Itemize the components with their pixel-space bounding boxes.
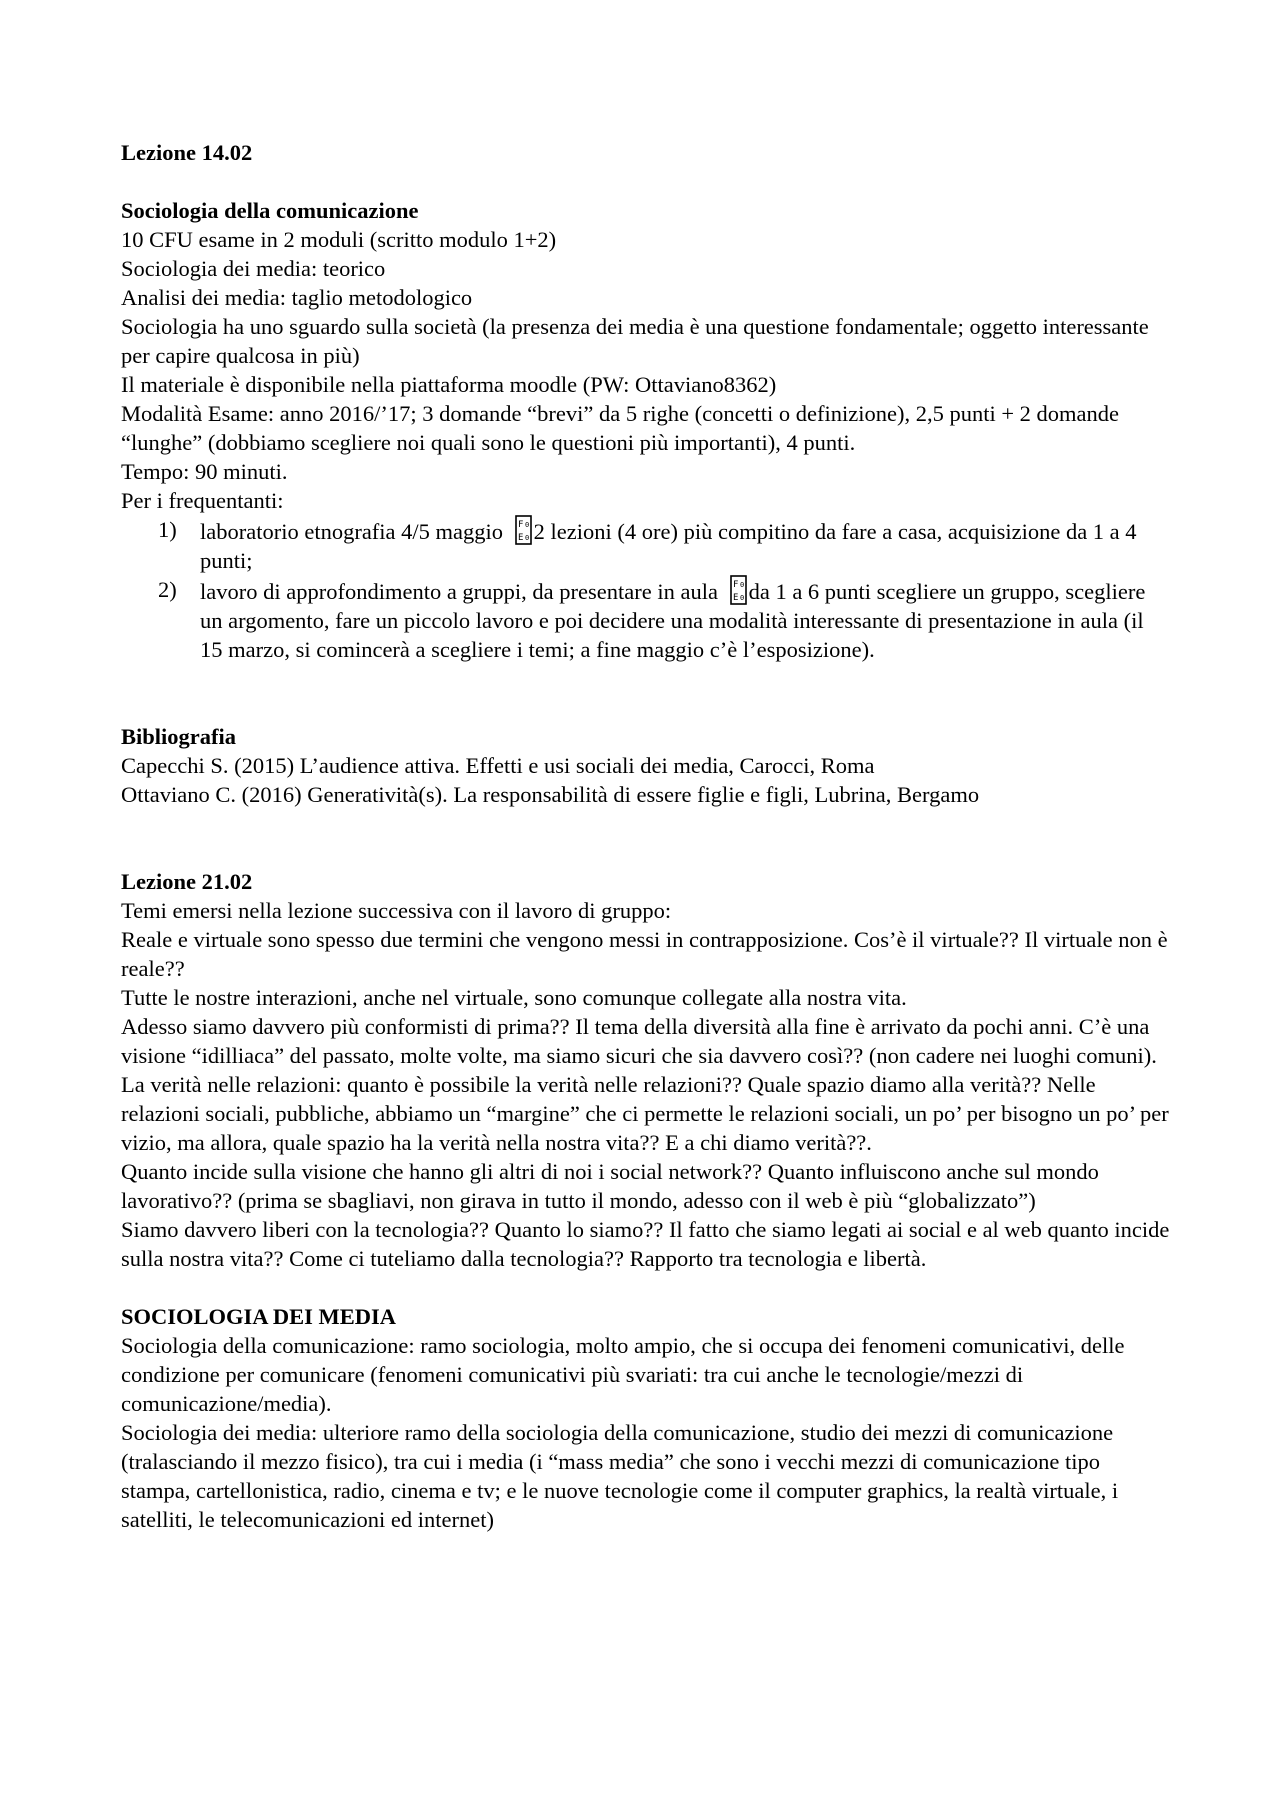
missing-glyph-icon: [515, 515, 532, 545]
list-item-text-start: laboratorio etnografia 4/5 maggio: [200, 519, 509, 544]
svg-text:0: 0: [524, 534, 529, 542]
bibliography-entry: Capecchi S. (2015) L’audience attiva. Effetti e usi sociali dei media, Carocci, Roma: [121, 753, 875, 778]
svg-text:E: E: [517, 533, 524, 543]
section-title: Sociologia della comunicazione: [121, 198, 419, 223]
bibliography-heading: Bibliografia: [121, 724, 237, 749]
paragraph: La verità nelle relazioni: quanto è possibile la verità nelle relazioni?? Quale spazio diamo alla verità?? Nelle relazioni sociali, pubbliche, abbiamo un “margine” che ci permette le relazioni sociali, un po’ per bisogno un po’ per vizio, ma allora, quale spazio ha la verità nella nostra vita?? E a chi diamo verità??.: [121, 1072, 1169, 1155]
list-number: 2): [158, 577, 177, 602]
paragraph: Sociologia dei media: ulteriore ramo della sociologia della comunicazione, studio dei mezzi di comunicazione (tralasciando il mezzo fisico), tra cui i media (i “mass media” che sono i vecchi mezzi di comunicazione tipo stampa, cartellonistica, radio, cinema e tv; e le nuove tecnologie come il computer graphics, la realtà virtuale, i satelliti, le telecomunicazioni ed internet): [121, 1420, 1119, 1532]
paragraph: Temi emersi nella lezione successiva con il lavoro di gruppo:: [121, 898, 672, 923]
spacer: [121, 167, 1171, 196]
list-item: [121, 515, 1171, 575]
paragraph: Sociologia ha uno sguardo sulla società (la presenza dei media è una questione fondamentale; oggetto interessante per capire qualcosa in più): [121, 314, 1149, 368]
document-page: [121, 138, 1171, 1534]
lesson-heading: Lezione 21.02: [121, 869, 253, 894]
paragraph: Siamo davvero liberi con la tecnologia?? Quanto lo siamo?? Il fatto che siamo legati ai social e al web quanto incide sulla nostra vita?? Come ci tuteliamo dalla tecnologia?? Rapporto tra tecnologia e libertà.: [121, 1217, 1170, 1271]
paragraph: Sociologia della comunicazione: ramo sociologia, molto ampio, che si occupa dei fenomeni comunicativi, delle condizione per comunicare (fenomeni comunicativi più svariati: tra cui anche le tecnologie/mezzi di comunicazione/media).: [121, 1333, 1125, 1416]
paragraph: Tutte le nostre interazioni, anche nel virtuale, sono comunque collegate alla nostra vita.: [121, 985, 907, 1010]
svg-text:E: E: [732, 593, 738, 603]
list-item-text-end: 2 lezioni (4 ore) più compitino da fare a casa, acquisizione da 1 a 4 punti;: [200, 519, 1137, 573]
svg-text:0: 0: [524, 521, 529, 529]
paragraph: Adesso siamo davvero più conformisti di prima?? Il tema della diversità alla fine è arrivato da pochi anni. C’è una visione “idilliaca” del passato, molte volte, ma siamo sicuri che sia davvero così?? (non cadere nei luoghi comuni).: [121, 1014, 1157, 1068]
paragraph: Modalità Esame: anno 2016/’17; 3 domande “brevi” da 5 righe (concetti o definizione), 2,5 punti + 2 domande “lunghe” (dobbiamo scegliere noi quali sono le questioni più importanti), 4 punti.: [121, 401, 1120, 455]
svg-text:F: F: [517, 520, 524, 530]
section-title: SOCIOLOGIA DEI MEDIA: [121, 1304, 397, 1329]
paragraph: Il materiale è disponibile nella piattaforma moodle (PW: Ottaviano8362): [121, 372, 777, 397]
paragraph: Sociologia dei media: teorico: [121, 256, 386, 281]
bibliography-entry: Ottaviano C. (2016) Generatività(s). La responsabilità di essere figlie e figli, Lubrina, Bergamo: [121, 782, 980, 807]
paragraph: 10 CFU esame in 2 moduli (scritto modulo 1+2): [121, 227, 557, 252]
spacer: [121, 809, 1171, 867]
list-item-text-end: da 1 a 6 punti scegliere un gruppo, scegliere un argomento, fare un piccolo lavoro e poi decidere una modalità interessante di presentazione in aula (il 15 marzo, si comincerà a scegliere i temi; a fine maggio c’è l’esposizione).: [200, 579, 1146, 662]
paragraph: Per i frequentanti:: [121, 488, 284, 513]
list-number: 1): [158, 517, 177, 542]
svg-text:0: 0: [739, 581, 744, 589]
list-item-text-start: lavoro di approfondimento a gruppi, da presentare in aula: [200, 579, 724, 604]
paragraph: Analisi dei media: taglio metodologico: [121, 285, 473, 310]
paragraph: Quanto incide sulla visione che hanno gli altri di noi i social network?? Quanto influiscono anche sul mondo lavorativo?? (prima se sbagliavi, non girava in tutto il mondo, adesso con il web è più “globalizzato”): [121, 1159, 1099, 1213]
numbered-list: [121, 515, 1171, 664]
spacer: [121, 664, 1171, 722]
list-item: [121, 575, 1171, 664]
paragraph: Reale e virtuale sono spesso due termini che vengono messi in contrapposizione. Cos’è il virtuale?? Il virtuale non è reale??: [121, 927, 1168, 981]
svg-text:F: F: [732, 580, 738, 590]
lesson-heading: Lezione 14.02: [121, 140, 253, 165]
spacer: [121, 1273, 1171, 1302]
missing-glyph-icon: [730, 575, 747, 605]
svg-text:0: 0: [739, 594, 744, 602]
paragraph: Tempo: 90 minuti.: [121, 459, 288, 484]
